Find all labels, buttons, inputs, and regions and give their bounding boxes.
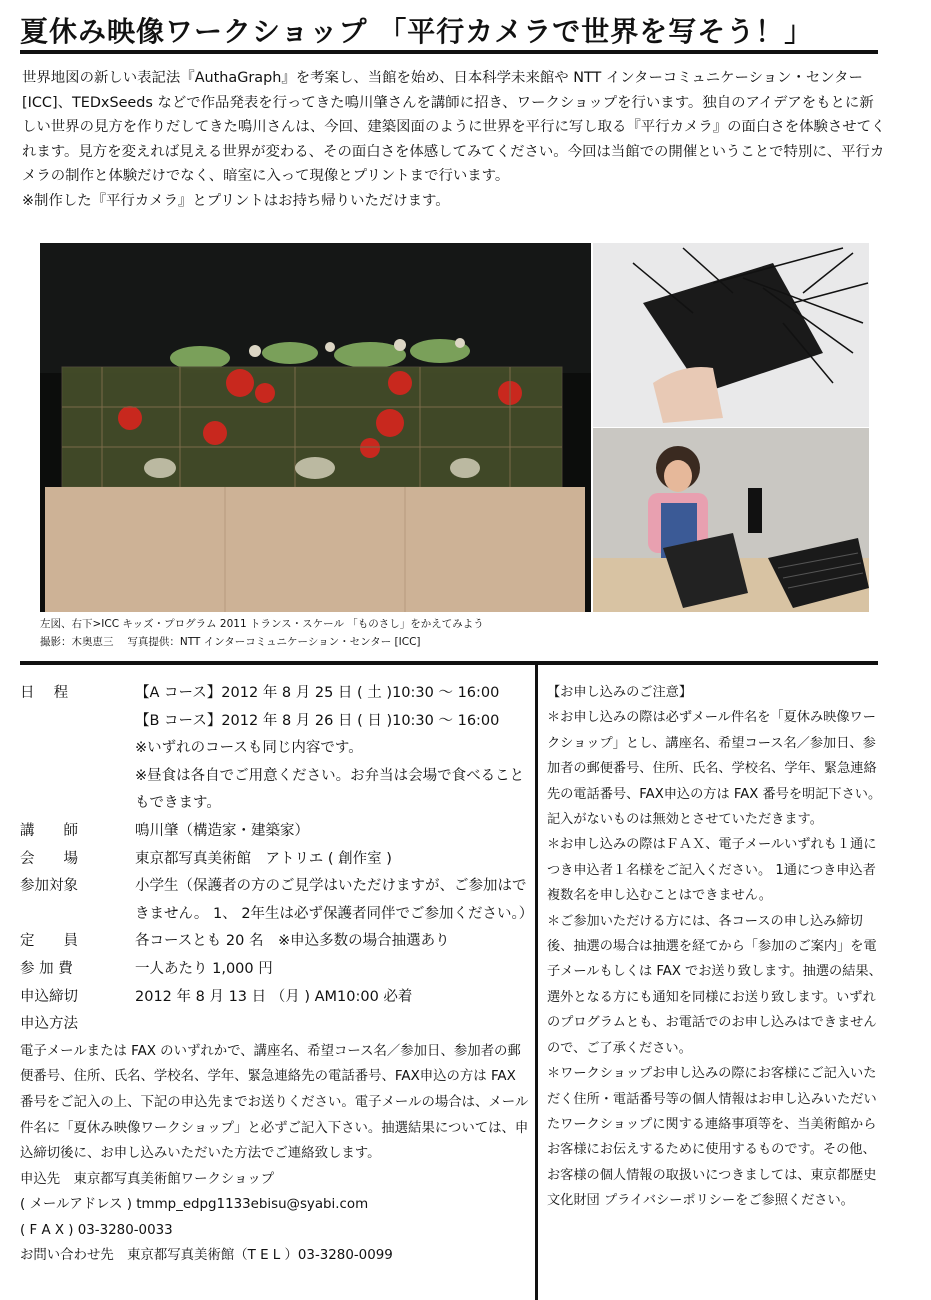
event-details [20, 680, 532, 1269]
caption-line-1: 左図、右下>ICC キッズ・プログラム 2011 トランス・スケール 「ものさし」をかえてみよう [40, 618, 484, 630]
photo-flower-installation [40, 243, 591, 612]
title-underline [20, 50, 878, 54]
capacity-label: 定 員 [20, 933, 78, 950]
apply-to: 申込先 東京都写真美術館ワークショップ [20, 1171, 275, 1187]
fee-label: 参 加 費 [20, 960, 73, 977]
deadline-value: 2012 年 8 月 13 日 （月 ) AM10:00 必着 [135, 988, 413, 1005]
photo-caption [40, 615, 484, 651]
schedule-note-2: ※昼食は各自でご用意ください。お弁当は会場で食べることもできます。 [135, 767, 525, 812]
target-label: 参加対象 [20, 878, 78, 895]
intro-note: ※制作した『平行カメラ』とプリントはお持ち帰りいただけます。 [22, 192, 450, 209]
lecturer-row [20, 818, 532, 846]
caption-line-2: 撮影：木奥恵三 写真提供：NTT インターコミュニケーション・センター [ICC] [40, 636, 421, 648]
method-label: 申込方法 [20, 1016, 78, 1033]
fee-value: 一人あたり 1,000 円 [135, 960, 273, 977]
column-divider [535, 665, 538, 1300]
note-item: ＊ご参加いただける方には、各コースの申し込み締切後、抽選の場合は抽選を経てから「参加のご案内」を電子メールもしくは FAX でお送り致します。抽選の結果、選外となる方にも通知を同様にお送り致します。いずれのプログラムとも、お電話でのお申し込みはできませんので、ご了承ください。 [547, 913, 882, 1056]
note-item: ＊ワークショップお申し込みの際にお客様にご記入いただく住所・電話番号等の個人情報はお申し込みいただいたワークショップに関する連絡事項等を、当美術館からお客様にお伝えするために使用するものです。その他、お客様の個人情報の取扱いにつきましては、東京都歴史文化財団 プライバシーポリシーをご参照ください。 [547, 1066, 877, 1209]
schedule-course-a: 【A コース】2012 年 8 月 25 日 ( 土 )10:30 ～ 16:00 [135, 685, 500, 701]
deadline-label: 申込締切 [20, 988, 78, 1005]
notes-heading: 【お申し込みのご注意】 [547, 685, 693, 700]
schedule-value [135, 680, 532, 818]
venue-label: 会 場 [20, 850, 78, 867]
schedule-label: 日 程 [20, 685, 69, 701]
schedule-row [20, 680, 532, 818]
contact-email: ( メールアドレス ) tmmp_edpg1133ebisu@syabi.com [20, 1197, 369, 1213]
photo-straw-box-hand [593, 243, 869, 427]
venue-value: 東京都写真美術館 アトリエ ( 創作室 ) [135, 850, 392, 867]
contact-fax: ( F A X ) 03-3280-0033 [20, 1222, 173, 1238]
venue-row [20, 846, 532, 874]
intro-paragraph: 世界地図の新しい表記法『AuthaGraph』を考案し、当館を始め、日本科学未来館や NTT インターコミュニケーション・センター [ICC]、TEDxSeeds などで作品発表を行ってきた鳴川肇さんを講師に招き、ワークショップを行います。独自のアイデアをもとに新しい世界の見方を作りだしてきた鳴川さんは、今回、建築図面のように世界を平行に写し取る『平行カメラ』の面白さを体験させてくれます。見方を変えれば見える世界が変わる、その面白さを体感してみてください。今回は当館での開催ということで特別に、平行カメラの制作と体験だけでなく、暗室に入って現像とプリントまで行います。 [22, 70, 886, 185]
intro-text [22, 66, 888, 214]
lecturer-value: 鳴川肇（構造家・建築家） [135, 822, 309, 839]
schedule-course-b: 【B コース】2012 年 8 月 26 日 ( 日 )10:30 ～ 16:00 [135, 712, 500, 729]
section-divider [20, 661, 878, 665]
photo-child-with-camera [593, 428, 869, 612]
target-value: 小学生（保護者の方のご見学はいただけますが、ご参加はできません。 1、 2年生は必ず保護者同伴でご参加ください。） [135, 878, 534, 922]
capacity-row [20, 928, 532, 956]
schedule-note-1: ※いずれのコースも同じ内容です。 [135, 740, 363, 757]
note-item: ＊お申し込みの際は必ずメール件名を「夏休み映像ワークショップ」とし、講座名、希望コース名／参加日、参加者の郵便番号、住所、氏名、学校名、学年、緊急連絡先の電話番号、FAX申込の方は FAX 番号を明記下さい。記入がないものは無効とさせていただきます。 [547, 710, 882, 828]
lecturer-label: 講 師 [20, 822, 78, 839]
page-title: 夏休み映像ワークショップ 「平行カメラで世界を写そう！」 [20, 15, 814, 48]
contact-inquiry: お問い合わせ先 東京都写真美術館（T E L ）03-3280-0099 [20, 1248, 393, 1264]
method-text: 電子メールまたは FAX のいずれかで、講座名、希望コース名／参加日、参加者の郵便番号、住所、氏名、学校名、学年、緊急連絡先の電話番号、FAX申込の方は FAX 番号をご記入の上、下記の申込先までお送りください。電子メールの場合は、メール件名に「夏休み映像ワークショップ」と必ずご記入下さい。抽選結果については、申込締切後に、お申し込みいただいた方法でご連絡致します。 [20, 1043, 529, 1162]
note-item: ＊お申し込みの際はＦＡＸ、電子メールいずれも１通につき申込者１名様をご記入ください。 1通につき申込者複数名を申し込むことはできません。 [547, 837, 877, 904]
capacity-value: 各コースとも 20 名 ※申込多数の場合抽選あり [135, 933, 450, 950]
target-row [20, 873, 532, 928]
fee-row [20, 956, 532, 984]
application-notes [547, 680, 887, 1214]
deadline-row [20, 984, 532, 1012]
